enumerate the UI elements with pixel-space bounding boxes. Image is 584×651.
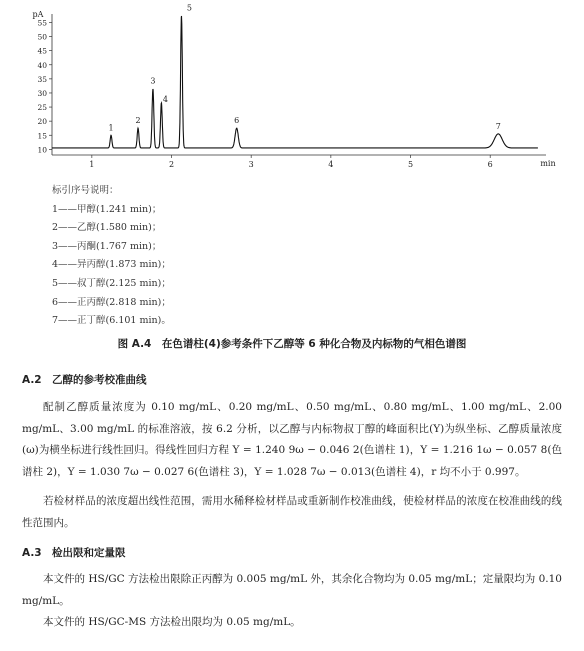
x-tick-label: 4	[328, 160, 334, 169]
chromatogram-trace	[52, 16, 538, 148]
x-tick-label: 5	[407, 160, 414, 169]
paragraph: 配制乙醇质量浓度为 0.10 mg/mL、0.20 mg/mL、0.50 mg/mL、0.80 mg/mL、1.00 mg/mL、2.00 mg/mL、3.00 mg/mL 的标准溶液，按 6.2 分析，以乙醇与内标物叔丁醇的峰面积比(Y)为纵坐标、乙醇质量浓度(ω)为横坐标进行线性回归。得线性回归方程 Y = 1.240 9ω − 0.046 2(色谱柱 1)，Y = 1.216 1ω − 0.057 8(色谱柱 2)，Y = 1.030 7ω − 0.027 6(色谱柱 3)，Y = 1.028 7ω − 0.013(色谱柱 4)，r 均不小于 0.997。	[22, 401, 562, 478]
section-title: 检出限和定量限	[52, 547, 126, 559]
section-title: 乙醇的参考校准曲线	[52, 374, 147, 386]
legend-item: 1——甲醇(1.241 min)；	[52, 203, 162, 215]
legend-item: 5——叔丁醇(2.125 min)；	[52, 277, 171, 289]
peak-legend	[52, 182, 171, 331]
y-unit-label: pA	[32, 10, 44, 19]
section-number: A.2	[22, 374, 42, 386]
peak-label: 7	[495, 121, 501, 131]
x-tick-label: 6	[487, 160, 493, 169]
y-tick-label: 10	[37, 145, 47, 155]
peak-label: 5	[186, 3, 193, 13]
paragraph: 本文件的 HS/GC-MS 方法检出限均为 0.05 mg/mL。	[43, 616, 301, 628]
peak-label: 6	[234, 116, 240, 126]
legend-item: 6——正丙醇(2.818 min)；	[52, 296, 171, 308]
x-tick-label: 2	[168, 160, 175, 169]
y-tick-label: 45	[37, 46, 47, 56]
figure-caption: 图 A.4 在色谱柱(4)参考条件下乙醇等 6 种化合物及内标物的气相色谱图	[117, 338, 467, 350]
y-tick-label: 40	[37, 60, 47, 70]
chromatogram-chart	[0, 0, 584, 190]
section-heading-a3	[22, 545, 126, 560]
y-tick-label: 20	[37, 117, 47, 127]
paragraph: 本文件的 HS/GC 方法检出限除正丙醇为 0.005 mg/mL 外，其余化合物均为 0.05 mg/mL；定量限均为 0.10 mg/mL。	[22, 573, 562, 607]
y-tick-label: 50	[37, 32, 47, 42]
section-heading-a2	[22, 372, 147, 387]
legend-item: 7——正丁醇(6.101 min)。	[52, 315, 171, 327]
y-tick-label: 30	[37, 88, 47, 98]
y-tick-label: 35	[37, 74, 47, 84]
section-number: A.3	[22, 547, 42, 559]
peak-label: 3	[150, 76, 156, 86]
legend-item: 2——乙醇(1.580 min)；	[52, 222, 162, 234]
y-tick-label: 55	[37, 18, 47, 28]
peak-label: 4	[162, 94, 168, 104]
paragraph: 若检材样品的浓度超出线性范围，需用水稀释检材样品或重新制作校准曲线，使检材样品的浓度在校准曲线的线性范围内。	[22, 495, 562, 529]
peak-label: 2	[135, 116, 141, 126]
legend-item: 4——异丙醇(1.873 min)；	[52, 259, 171, 271]
legend-item: 3——丙酮(1.767 min)；	[52, 240, 162, 252]
x-unit-label: min	[540, 159, 556, 168]
x-tick-label: 3	[248, 160, 254, 169]
y-tick-label: 25	[37, 103, 47, 113]
x-tick-label: 1	[89, 160, 95, 169]
peak-label: 1	[108, 123, 114, 133]
y-tick-label: 15	[37, 131, 47, 141]
legend-heading: 标引序号说明：	[52, 185, 119, 196]
